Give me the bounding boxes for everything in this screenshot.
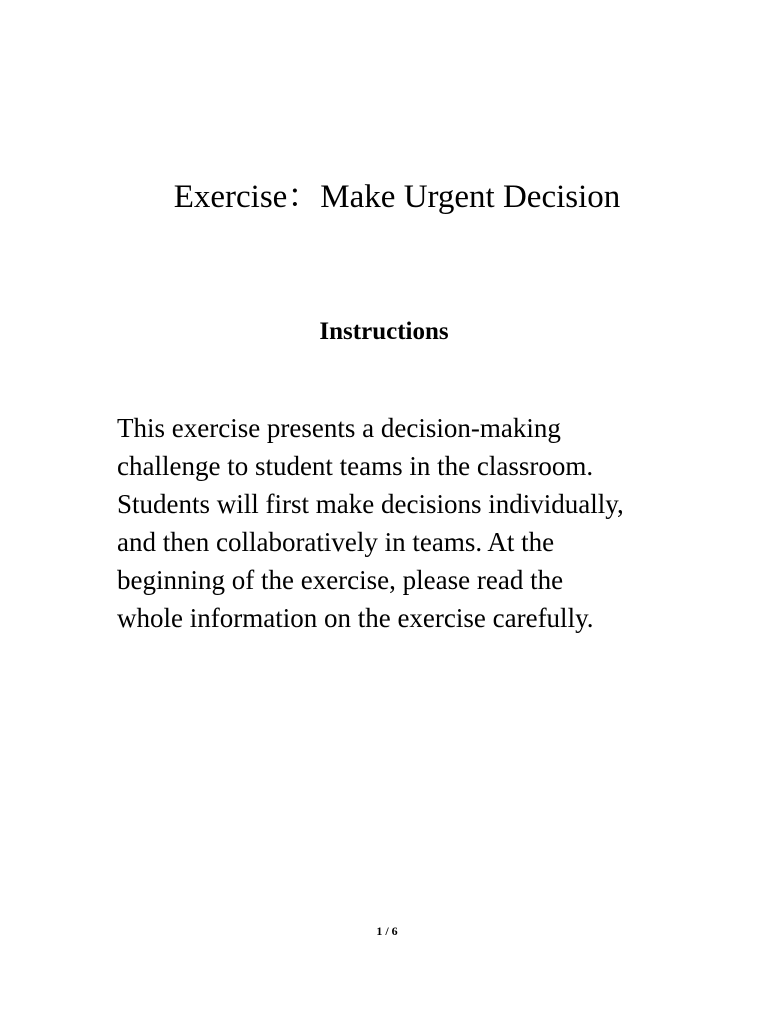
section-heading-instructions: Instructions xyxy=(319,318,449,345)
paragraph-line: and then collaboratively in teams. At the xyxy=(117,527,555,557)
paragraph-line: beginning of the exercise, please read the xyxy=(117,565,564,595)
paragraph-line: challenge to student teams in the classroom. xyxy=(117,451,594,481)
page-number: 1 / 6 xyxy=(376,924,398,938)
instructions-paragraph xyxy=(117,409,677,637)
paragraph-line: Students will first make decisions individually, xyxy=(117,489,624,519)
paragraph-line: whole information on the exercise carefully. xyxy=(117,603,594,633)
document-title: Exercise：Make Urgent Decision xyxy=(173,179,621,215)
paragraph-line: This exercise presents a decision-making xyxy=(117,413,561,443)
